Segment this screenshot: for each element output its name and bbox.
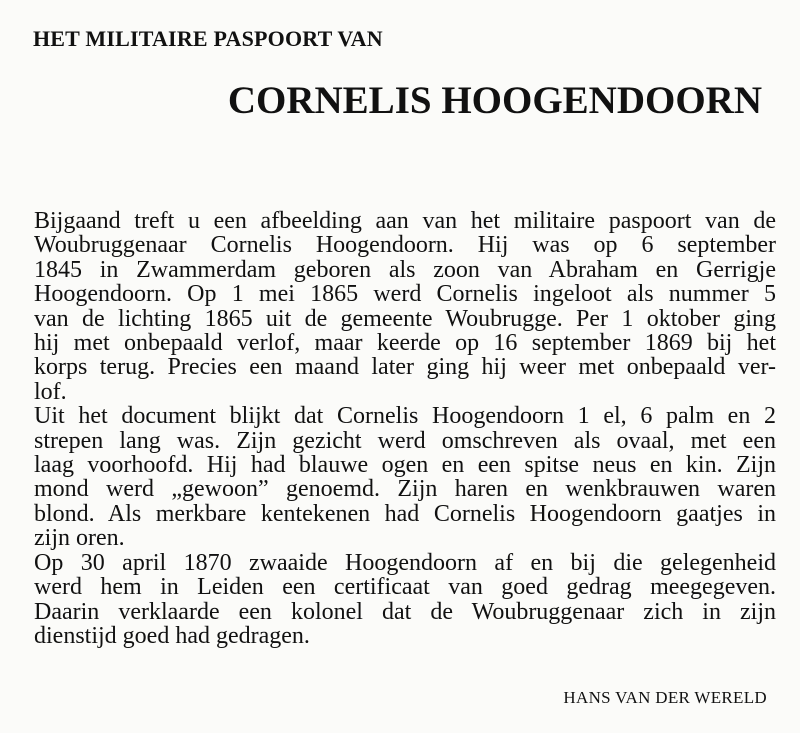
- body-line: zijn oren.: [34, 526, 125, 551]
- body-line: dienstijd goed had gedragen.: [34, 623, 310, 649]
- article-body: [34, 209, 776, 648]
- body-line: hij met onbepaald verlof, maar keerde op 16 september 1869 bij het: [34, 331, 776, 356]
- body-line: van de lichting 1865 uit de gemeente Woubrugge. Per 1 oktober ging: [34, 306, 776, 332]
- article-title: CORNELIS HOOGENDOORN: [227, 79, 762, 122]
- body-line: mond werd „gewoon” genoemd. Zijn haren en wenkbrauwen waren: [34, 477, 776, 502]
- body-line: Op 30 april 1870 zwaaide Hoogendoorn af en bij die gelegenheid: [34, 550, 776, 576]
- body-line: Bijgaand treft u een afbeelding aan van het militaire paspoort van de: [34, 209, 776, 234]
- body-line: lof.: [34, 379, 67, 405]
- author-signature: HANS VAN DER WERELD: [563, 688, 767, 707]
- body-line: Woubruggenaar Cornelis Hoogendoorn. Hij was op 6 september: [34, 233, 776, 258]
- body-line: laag voorhoofd. Hij had blauwe ogen en een spitse neus en kin. Zijn: [34, 453, 776, 478]
- article-kicker: HET MILITAIRE PASPOORT VAN: [33, 26, 383, 51]
- body-line: Uit het document blijkt dat Cornelis Hoogendoorn 1 el, 6 palm en 2: [34, 404, 776, 429]
- body-line: werd hem in Leiden een certificaat van goed gedrag meegegeven.: [34, 575, 776, 600]
- body-line: 1845 in Zwammerdam geboren als zoon van Abraham en Gerrigje: [34, 257, 776, 283]
- body-line: strepen lang was. Zijn gezicht werd omschreven als ovaal, met een: [34, 428, 776, 454]
- body-line: blond. Als merkbare kentekenen had Cornelis Hoogendoorn gaatjes in: [34, 501, 776, 527]
- body-line: korps terug. Precies een maand later ging hij weer met onbepaald ver-: [34, 355, 776, 380]
- body-line: Daarin verklaarde een kolonel dat de Woubruggenaar zich in zijn: [34, 599, 776, 624]
- body-line: Hoogendoorn. Op 1 mei 1865 werd Cornelis ingeloot als nummer 5: [34, 282, 776, 307]
